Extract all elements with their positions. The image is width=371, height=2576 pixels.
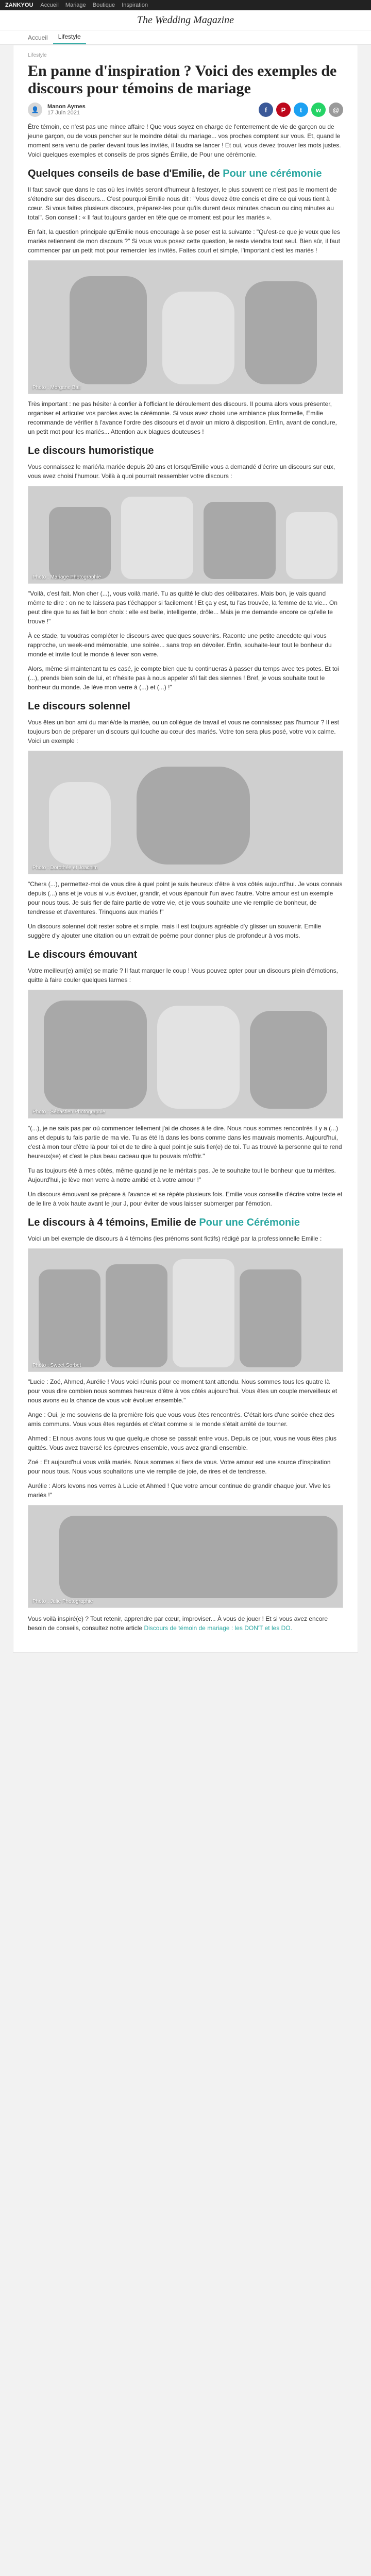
person-shape [173, 1259, 234, 1367]
photo-credit: Photo : Mariage Photographie [32, 574, 101, 580]
section-heading [28, 167, 343, 180]
paragraph: Aurélie : Alors levons nos verres à Lucie et Ahmed ! Que votre amour continue de grandir chaque jour. Vive les mariés !" [28, 1482, 331, 1499]
tab-lifestyle[interactable]: Lifestyle [53, 30, 86, 44]
paragraph: Zoé : Et aujourd'hui vous voilà mariés. Nous sommes si fiers de vous. Votre amour est une source d'inspiration pour nous tous. Nous vous souhaitons une vie remplie de joie, de rires et de tendresse. [28, 1459, 331, 1475]
paragraph: Votre meilleur(e) ami(e) se marie ? Il faut marquer le coup ! Vous pouvez opter pour un discours plein d'émotions, quitte à faire couler quelques larmes : [28, 967, 338, 984]
article-title: En panne d'inspiration ? Voici des exemples de discours pour témoins de mariage [28, 62, 337, 97]
paragraph: "Chers (...), permettez-moi de vous dire à quel point je suis heureux d'être à vos côtés aujourd'hui. Je vous connais depuis (...) ans et je vous ai vus évoluer, grandir, et vous épanouir l'un avec l'autre. Votre amour est un exemple pour nous tous. Je suis fier de faire partie de votre vie, et je vous souhaite une vie remplie de bonheur, de tendresse et d'aventures. Trinquons aux mariés !" [28, 880, 343, 916]
paragraph: "Voilà, c'est fait. Mon cher (...), vous voilà marié. Tu as quitté le club des célibataires. Mais bon, je vais quand même te dire : on ne te laissera pas t'échapper si facilement ! Et ça y est, tu l'as trouvée, la femme de ta vie... On peut dire que tu as fait le bon choix : elle est belle, intelligente, drôle... Mais je me demande encore ce qu'elle te trouve !" [28, 590, 338, 625]
closing-text: Vous voilà inspiré(e) ? Tout retenir, apprendre par cœur, improviser... À vous de jouer ! Et si vous avez encore besoin de conseils, consultez notre article [28, 1615, 328, 1632]
person-shape [250, 1011, 327, 1109]
section-heading-text: Quelques conseils de base d'Emilie, de [28, 168, 223, 179]
article [13, 45, 358, 1653]
paragraph: À ce stade, tu voudras compléter le discours avec quelques souvenirs. Raconte une petite anecdote qui vous rapproche, un week-end mémorable, une soirée... sans trop en dévoiler. Enfin, souhaite-leur tout le bonheur du monde et invite tout le monde à lever son verre. [28, 632, 332, 658]
section-heading-text: Le discours à 4 témoins, Emilie de [28, 1217, 199, 1228]
breadcrumb[interactable]: Lifestyle [28, 53, 47, 58]
author-row [28, 103, 343, 117]
top-link[interactable]: Inspiration [122, 2, 148, 8]
person-shape [49, 782, 111, 865]
section-heading [28, 1216, 343, 1229]
paragraph: Un discours émouvant se prépare à l'avance et se répète plusieurs fois. Emilie vous conseille d'écrire votre texte et de le lire à voix haute avant le jour J, pour éviter de vous laisser submerger par l'émotion. [28, 1191, 343, 1207]
brand-logo[interactable]: ZANKYOU [5, 2, 33, 8]
author-meta [47, 104, 86, 116]
photo [28, 260, 343, 394]
photo-credit: Photo : Morgane Ball [32, 385, 81, 391]
person-shape [121, 497, 193, 579]
twitter-share-button[interactable]: t [294, 103, 308, 117]
top-link[interactable]: Accueil [40, 2, 59, 8]
facebook-share-button[interactable]: f [259, 103, 273, 117]
person-shape [39, 1269, 100, 1367]
top-link[interactable]: Boutique [92, 2, 115, 8]
top-link[interactable]: Mariage [65, 2, 86, 8]
page-container [13, 45, 358, 1653]
photo [28, 1505, 343, 1608]
paragraph: Alors, même si maintenant tu es casé, je compte bien que tu continueras à passer du temps avec tes potes. Et toi (...), prends bien soin de lui, et n'hésite pas à nous appeler s'il fait des siennes ! Bref, je vous souhaite tout le bonheur du monde. Je lève mon verre à (...) et (...) !" [28, 665, 339, 691]
closing-link[interactable]: Discours de témoin de mariage : les DON'T et les DO. [144, 1624, 292, 1632]
paragraph: Vous êtes un bon ami du marié/de la mariée, ou un collègue de travail et vous ne connaissez pas l'humour ? Il est toujours bon de préparer un discours qui touche au cœur des mariés. Votre ton sera plus posé, votre voix calme. Voici un exemple : [28, 719, 339, 744]
paragraph: Ahmed : Et nous avons tous vu que quelque chose se passait entre vous. Depuis ce jour, vous ne vous êtes plus quittés. Vous avez traversé les épreuves ensemble, vous avez grandi ensemble. [28, 1435, 337, 1451]
person-shape [49, 507, 111, 579]
person-shape [157, 1006, 240, 1109]
person-shape [44, 1001, 147, 1109]
person-shape [70, 276, 147, 384]
photo [28, 990, 343, 1118]
author-name[interactable]: Manon Aymes [47, 104, 86, 110]
photo [28, 486, 343, 584]
intro-paragraph: Être témoin, ce n'est pas une mince affaire ! Que vous soyez en charge de l'enterrement de vie de garçon ou de jeune garçon, ou de vous pencher sur le moindre détail du mariage... vos proches comptent sur vous. Et, quand le moment sera venu de parler devant tous les invités, il faudra se lancer ! Et oui, vous devez trouver les mots justes. Voici quelques exemples et conseils de pros signés Émilie, de Pour une cérémonie. [28, 123, 341, 158]
paragraph: En fait, la question principale qu'Emilie nous encourage à se poser est la suivante : "Qu'est-ce que je veux que les mariés retiennent de mon discours ?" Si vous vous posez cette question, le reste viendra tout seul. Bien sûr, il faut commencer par un petit mot pour remercier les invités. Faites court et simple, l'important c'est les mariés ! [28, 228, 340, 254]
paragraph: "(...), je ne sais pas par où commencer tellement j'ai de choses à te dire. Nous nous sommes rencontrés il y a (...) ans et depuis tu fais partie de ma vie. Tu as été là dans les bons comme dans les mauvais moments. Aujourd'hui, c'est à mon tour d'être là pour toi et de te dire à quel point je suis fier(e) de toi. Tu as trouvé la personne qui te rend heureux(se) et c'est le plus beau cadeau que tu pouvais m'offrir." [28, 1125, 342, 1160]
nav-bar [0, 30, 371, 45]
paragraph: Voici un bel exemple de discours à 4 témoins (les prénoms sont fictifs) rédigé par la professionnelle Emilie : [28, 1235, 322, 1242]
person-shape [204, 502, 276, 579]
photo [28, 751, 343, 874]
paragraph: "Lucie : Zoé, Ahmed, Aurélie ! Vous voici réunis pour ce moment tant attendu. Nous sommes tous les quatre là pour vous dire combien nous sommes heureux d'être à vos côtés aujourd'hui. Vous êtes un couple merveilleux et nous avons eu la chance de vous voir évoluer ensemble." [28, 1378, 338, 1404]
paragraph: Très important : ne pas hésiter à confier à l'officiant le déroulement des discours. Il pourra alors vous présenter, organiser et articuler vos paroles avec la cérémonie. Si vous avez choisi une ambiance plus formelle, Emilie recommande de vérifier à l'avance l'ordre des discours et d'avoir un micro à disposition. Enfin, avant de conclure, un petit mot pour les mariés... Attention aux blagues douteuses ! [28, 400, 337, 435]
person-shape [137, 767, 250, 865]
photo-credit: Photo : Julie Photographie [32, 1599, 93, 1604]
person-shape [245, 281, 317, 384]
section-heading: Le discours solennel [28, 701, 130, 712]
spacer [28, 1633, 343, 1643]
paragraph: Tu as toujours été à mes côtés, même quand je ne le méritais pas. Je te souhaite tout le bonheur que tu mérites. Aujourd'hui, je lève mon verre à notre amitié et à votre amour !" [28, 1167, 336, 1183]
whatsapp-share-button[interactable]: w [311, 103, 326, 117]
tab-accueil[interactable]: Accueil [28, 34, 48, 41]
email-share-button[interactable]: @ [329, 103, 343, 117]
article-date: 17 Juin 2021 [47, 110, 80, 116]
paragraph: Un discours solennel doit rester sobre et simple, mais il est toujours agréable d'y glisser un souvenir. Emilie suggère d'y ajouter une citation ou un extrait de poème pour donner plus de profondeur à vos mots. [28, 923, 322, 939]
photo-credit: Photo : Sébastien Photographie [32, 1109, 106, 1115]
section-heading: Le discours émouvant [28, 949, 138, 960]
pinterest-share-button[interactable]: P [276, 103, 291, 117]
section-heading-link[interactable]: Pour une cérémonie [223, 168, 322, 179]
photo-credit: Photo : Sweet Sorbet [32, 1363, 81, 1368]
person-shape [240, 1269, 301, 1367]
person-shape [106, 1264, 167, 1367]
share-buttons [259, 103, 343, 117]
paragraph: Il faut savoir que dans le cas où les invités seront d'humeur à festoyer, le plus souvent ce n'est pas le moment de s'étendre sur des discours... C'est pourquoi Emilie nous dit : "Vous devez être concis et dire ce qui vous tient à cœur. Si vous faites plusieurs discours, préparez-les pour qu'ils durent deux minutes chacun ou cinq minutes au total". Son conseil : « Il faut toujours garder en tête que ce moment est pour les mariés ». [28, 186, 337, 221]
person-shape [286, 512, 338, 579]
paragraph: Vous connaissez le marié/la mariée depuis 20 ans et lorsqu'Emilie vous a demandé d'écrire un discours sur eux, vous avez choisi l'humour. Voilà à quoi pourrait ressembler votre discours : [28, 463, 335, 480]
masthead [0, 10, 371, 30]
top-bar [0, 0, 371, 10]
paragraph: Ange : Oui, je me souviens de la première fois que vous vous êtes rencontrés. C'était lors d'une soirée chez des amis communs. Vous vous êtes regardés et c'était comme si le monde s'était arrêté de tourner. [28, 1411, 334, 1428]
avatar: 👤 [28, 103, 42, 117]
section-heading: Le discours humoristique [28, 445, 154, 456]
top-links [40, 2, 153, 8]
person-shape [162, 292, 234, 384]
section-heading-link[interactable]: Pour une Cérémonie [199, 1217, 300, 1228]
people-shape [59, 1516, 338, 1598]
closing-paragraph [28, 1614, 343, 1633]
photo [28, 1248, 343, 1372]
site-logo[interactable]: The Wedding Magazine [137, 14, 234, 26]
photo-credit: Photo : Dorothée et Joachim [32, 865, 98, 871]
